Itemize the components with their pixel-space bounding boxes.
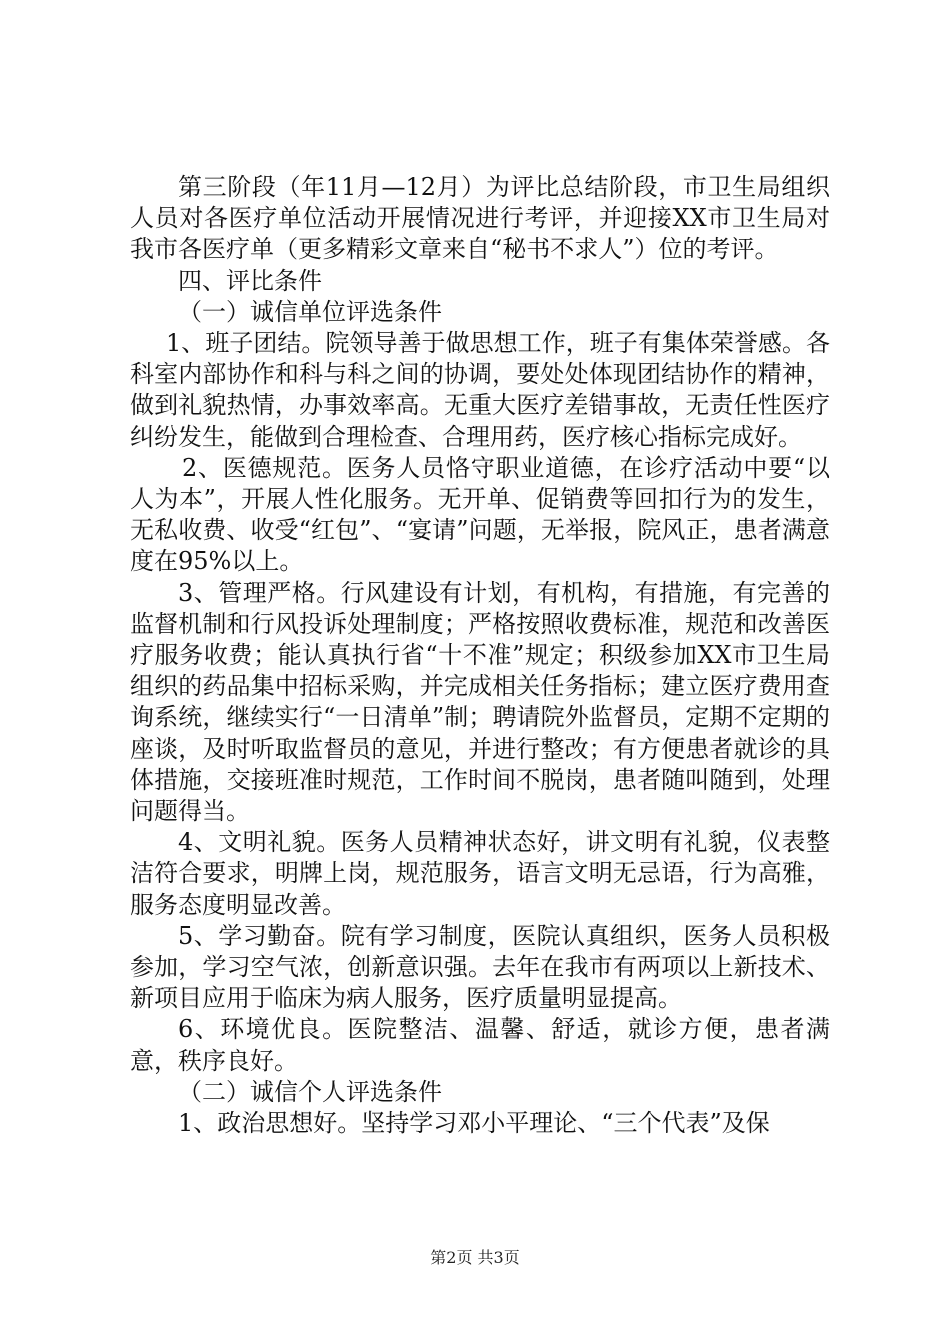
- paragraph-condition-5: 5、学习勤奋。院有学习制度，医院认真组织，医务人员积极参加，学习空气浓，创新意识强。去年在我市有两项以上新技术、新项目应用于临床为病人服务，医疗质量明显提高。: [130, 921, 830, 1013]
- paragraph-condition-4: 4、文明礼貌。医务人员精神状态好，讲文明有礼貌，仪表整洁符合要求，明牌上岗，规范服务，语言文明无忌语，行为高雅，服务态度明显改善。: [130, 828, 830, 919]
- heading-evaluation-conditions: 四、评比条件: [178, 266, 322, 295]
- page-footer: 第2页 共3页: [430, 1248, 520, 1267]
- document-body: [130, 172, 830, 1139]
- paragraph-individual-condition-1: 1、政治思想好。坚持学习邓小平理论、“三个代表”及保: [178, 1109, 770, 1138]
- paragraph-condition-6: 6、环境优良。医院整洁、温馨、舒适，就诊方便，患者满意，秩序良好。: [130, 1015, 830, 1075]
- paragraph-condition-1: 1、班子团结。院领导善于做思想工作，班子有集体荣誉感。各科室内部协作和科与科之间的协调，要处处体现团结协作的精神，做到礼貌热情，办事效率高。无重大医疗差错事故，无责任性医疗纠纷发生，能做到合理检查、合理用药，医疗核心指标完成好。: [130, 329, 830, 451]
- paragraph-stage-three: 第三阶段（年11月—12月）为评比总结阶段，市卫生局组织人员对各医疗单位活动开展情况进行考评，并迎接XX市卫生局对我市各医疗单（更多精彩文章来自“秘书不求人”）位的考评。: [130, 173, 830, 264]
- subheading-unit-conditions: （一）诚信单位评选条件: [178, 297, 442, 326]
- subheading-individual-conditions: （二）诚信个人评选条件: [178, 1077, 442, 1106]
- paragraph-condition-3: 3、管理严格。行风建设有计划，有机构，有措施，有完善的监督机制和行风投诉处理制度；严格按照收费标准，规范和改善医疗服务收费；能认真执行省“十不准”规定；积级参加XX市卫生局组织的药品集中招标采购，并完成相关任务指标；建立医疗费用查询系统，继续实行“一日清单”制；聘请院外监督员，定期不定期的座谈，及时听取监督员的意见，并进行整改；有方便患者就诊的具体措施，交接班准时规范，工作时间不脱岗，患者随叫随到，处理问题得当。: [130, 578, 830, 826]
- paragraph-condition-2: 2、医德规范。医务人员恪守职业道德，在诊疗活动中要“以人为本”，开展人性化服务。无开单、促销费等回扣行为的发生，无私收费、收受“红包”、“宴请”问题，无举报，院风正，患者满意度在95%以上。: [130, 453, 830, 576]
